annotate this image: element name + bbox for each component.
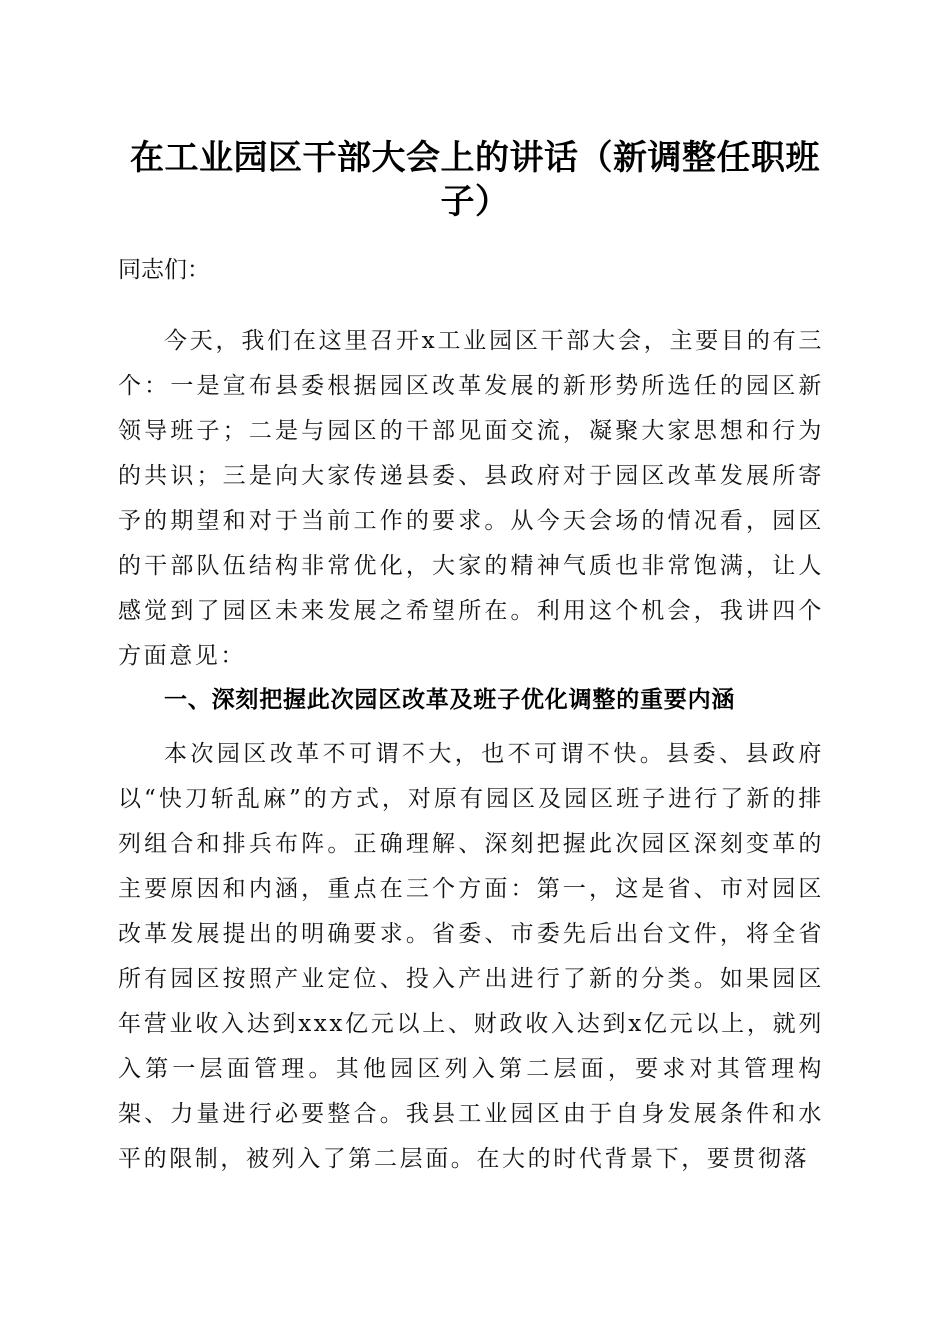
paragraph-reform: 本次园区改革不可谓不大，也不可谓不快。县委、县政府以“快刀斩乱麻”的方式，对原有园区及园区班子进行了新的排列组合和排兵布阵。正确理解、深刻把握此次园区深刻变革的主要原因和内涵，重点在三个方面：第一，这是省、市对园区改革发展提出的明确要求。省委、市委先后出台文件，将全省所有园区按照产业定位、投入产出进行了新的分类。如果园区年营业收入达到xxx亿元以上、财政收入达到x亿元以上，就列入第一层面管理。其他园区列入第二层面，要求对其管理构架、力量进行必要整合。我县工业园区由于自身发展条件和水平的限制，被列入了第二层面。在大的时代背景下，要贯彻落: [118, 741, 824, 1172]
salutation: 同志们：: [118, 257, 210, 283]
paragraph-intro: 今天，我们在这里召开x工业园区干部大会，主要目的有三个：一是宣布县委根据园区改革发展的新形势所选任的园区新领导班子；二是与园区的干部见面交流，凝聚大家思想和行为的共识；三是向大家传递县委、县政府对于园区改革发展所寄予的期望和对于当前工作的要求。从今天会场的情况看，园区的干部队伍结构非常优化，大家的精神气质也非常饱满，让人感觉到了园区未来发展之希望所在。利用这个机会，我讲四个方面意见：: [118, 328, 824, 669]
document-title: 在工业园区干部大会上的讲话（新调整任职班子）: [130, 138, 820, 222]
section-heading: 一、深刻把握此次园区改革及班子优化调整的重要内涵: [164, 687, 736, 713]
